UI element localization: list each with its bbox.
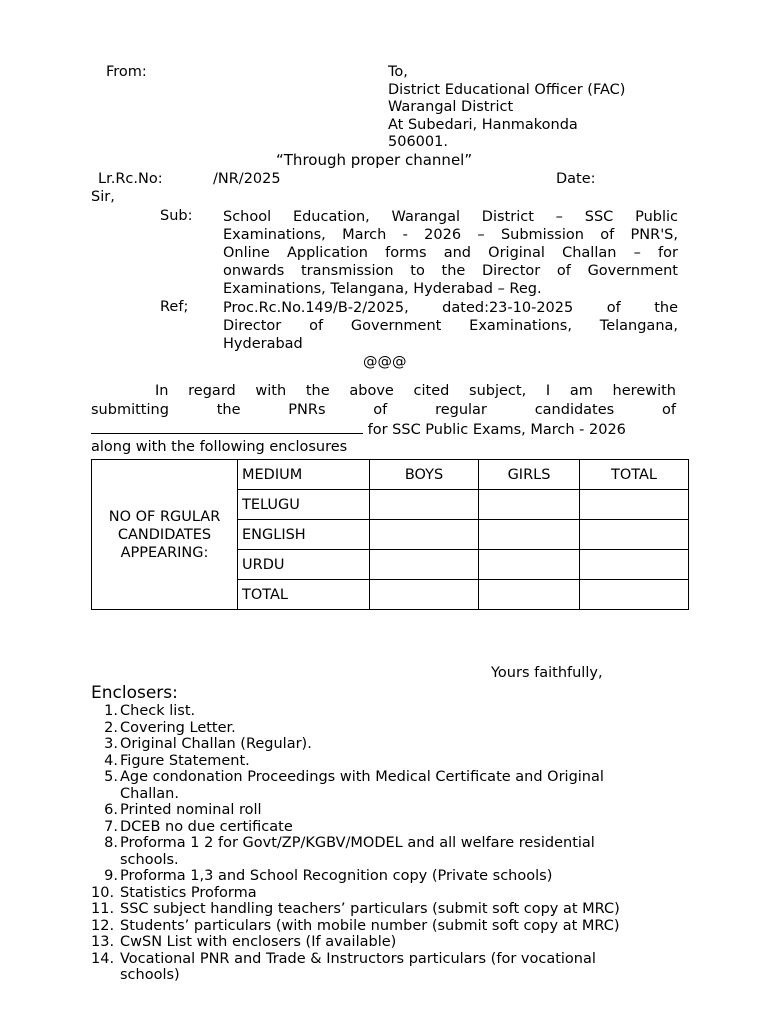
enclosure-number: 14. [91,950,115,967]
enclosure-text: Proforma 1 2 for Govt/ZP/KGBV/MODEL and all welfare residential [120,835,595,851]
salutation: Sir, [91,189,115,205]
enclosure-item [91,951,651,984]
enclosure-text: SSC subject handling teachers’ particulars (submit soft copy at MRC) [120,901,620,917]
enclosure-item [91,753,651,770]
enclosure-text: Printed nominal roll [120,802,262,818]
school-name-blank[interactable] [91,419,363,434]
enclosure-number: 6. [104,802,118,818]
subject-line: School Education, Warangal District – SSC Public [223,209,678,225]
enclosure-number: 4. [104,752,118,769]
boys-cell[interactable] [370,490,479,520]
enclosure-item [91,769,651,802]
reference-line: Proc.Rc.No.149/B-2/2025, dated:23-10-2025 of the [223,300,678,316]
reference-label: Ref; [160,299,189,315]
table-row [92,460,689,490]
enclosure-number: 7. [104,818,118,835]
enclosure-number: 3. [104,736,118,752]
enclosure-text: Students’ particulars (with mobile number (submit soft copy at MRC) [120,917,620,934]
body-line: along with the following enclosures [91,439,348,455]
enclosure-text: CwSN List with enclosers (If available) [120,934,397,950]
enclosure-number: 10. [91,884,115,901]
subject-line: Online Application forms and Original Challan – for [223,245,678,261]
girls-cell[interactable] [479,520,580,550]
ref-number-suffix: /NR/2025 [213,171,281,187]
enclosure-text: Original Challan (Regular). [120,736,312,752]
enclosure-item [91,736,651,753]
enclosure-text: DCEB no due certificate [120,818,293,835]
subject-line: Examinations, Telangana, Hyderabad – Reg. [223,281,542,297]
to-line: District Educational Officer (FAC) [388,81,626,98]
reference-line: Hyderabad [223,336,303,352]
body-line: for SSC Public Exams, March - 2026 [363,422,626,438]
enclosures-list [91,703,651,984]
body-line: In regard with the above cited subject, I am herewith [155,383,676,399]
enclosure-number: 8. [104,835,118,851]
subject-line: Examinations, March - 2026 – Submission of PNR'S, [223,227,678,243]
closing: Yours faithfully, [491,665,603,681]
enclosure-text: Challan. [120,785,179,802]
girls-cell[interactable] [479,490,580,520]
boys-cell[interactable] [370,520,479,550]
enclosure-text: Covering Letter. [120,719,236,736]
enclosure-number: 1. [104,703,118,719]
girls-cell[interactable] [479,580,580,610]
enclosure-item [91,703,651,720]
reference-line: Director of Government Examinations, Telangana, [223,318,678,334]
to-line: To, [388,64,408,80]
enclosure-text: Proforma 1,3 and School Recognition copy (Private schools) [120,868,553,884]
total-cell[interactable] [580,580,689,610]
channel-note: “Through proper channel” [276,151,473,169]
enclosure-item [91,720,651,737]
enclosure-text: schools. [120,851,179,868]
subject-label: Sub: [160,208,193,224]
enclosure-item [91,819,651,836]
enclosure-number: 5. [104,769,118,785]
enclosure-item [91,868,651,885]
enclosure-text: schools) [120,967,180,983]
medium-cell: TOTAL [238,580,370,610]
enclosure-text: Statistics Proforma [120,884,257,901]
enclosure-item [91,835,651,868]
enclosure-number: 13. [91,934,115,950]
enclosure-item [91,802,651,819]
row-label-cell: NO OF RGULAR CANDIDATES APPEARING: [92,460,238,610]
to-line: 506001. [388,134,448,150]
separator: @@@ [363,354,407,370]
enclosure-item [91,885,651,902]
enclosure-number: 12. [91,917,115,934]
total-cell[interactable] [580,520,689,550]
enclosure-item [91,901,651,918]
subject-line: onwards transmission to the Director of Government [223,263,678,279]
enclosure-number: 2. [104,719,118,736]
table-header: TOTAL [580,460,689,490]
to-line: Warangal District [388,99,514,115]
enclosure-text: Vocational PNR and Trade & Instructors particulars (for vocational [120,950,596,967]
ref-number-label: Lr.Rc.No: [98,171,163,187]
enclosure-number: 9. [104,868,118,884]
total-cell[interactable] [580,550,689,580]
to-address [388,64,625,152]
boys-cell[interactable] [370,580,479,610]
enclosure-text: Figure Statement. [120,752,250,769]
enclosure-number: 11. [91,901,115,917]
table-header: MEDIUM [238,460,370,490]
body-line: submitting the PNRs of regular candidates of [91,402,676,418]
medium-cell: TELUGU [238,490,370,520]
table-header: GIRLS [479,460,580,490]
candidates-table [91,459,689,610]
enclosure-item [91,918,651,935]
date-label: Date: [556,171,596,187]
enclosures-title: Enclosers: [91,683,178,703]
medium-cell: URDU [238,550,370,580]
body-line-with-blank [91,419,676,438]
to-line: At Subedari, Hanmakonda [388,116,578,133]
table-header: BOYS [370,460,479,490]
total-cell[interactable] [580,490,689,520]
enclosure-text: Check list. [120,703,196,719]
from-label: From: [106,64,147,80]
enclosure-item [91,934,651,951]
enclosure-text: Age condonation Proceedings with Medical Certificate and Original [120,769,604,785]
medium-cell: ENGLISH [238,520,370,550]
girls-cell[interactable] [479,550,580,580]
boys-cell[interactable] [370,550,479,580]
